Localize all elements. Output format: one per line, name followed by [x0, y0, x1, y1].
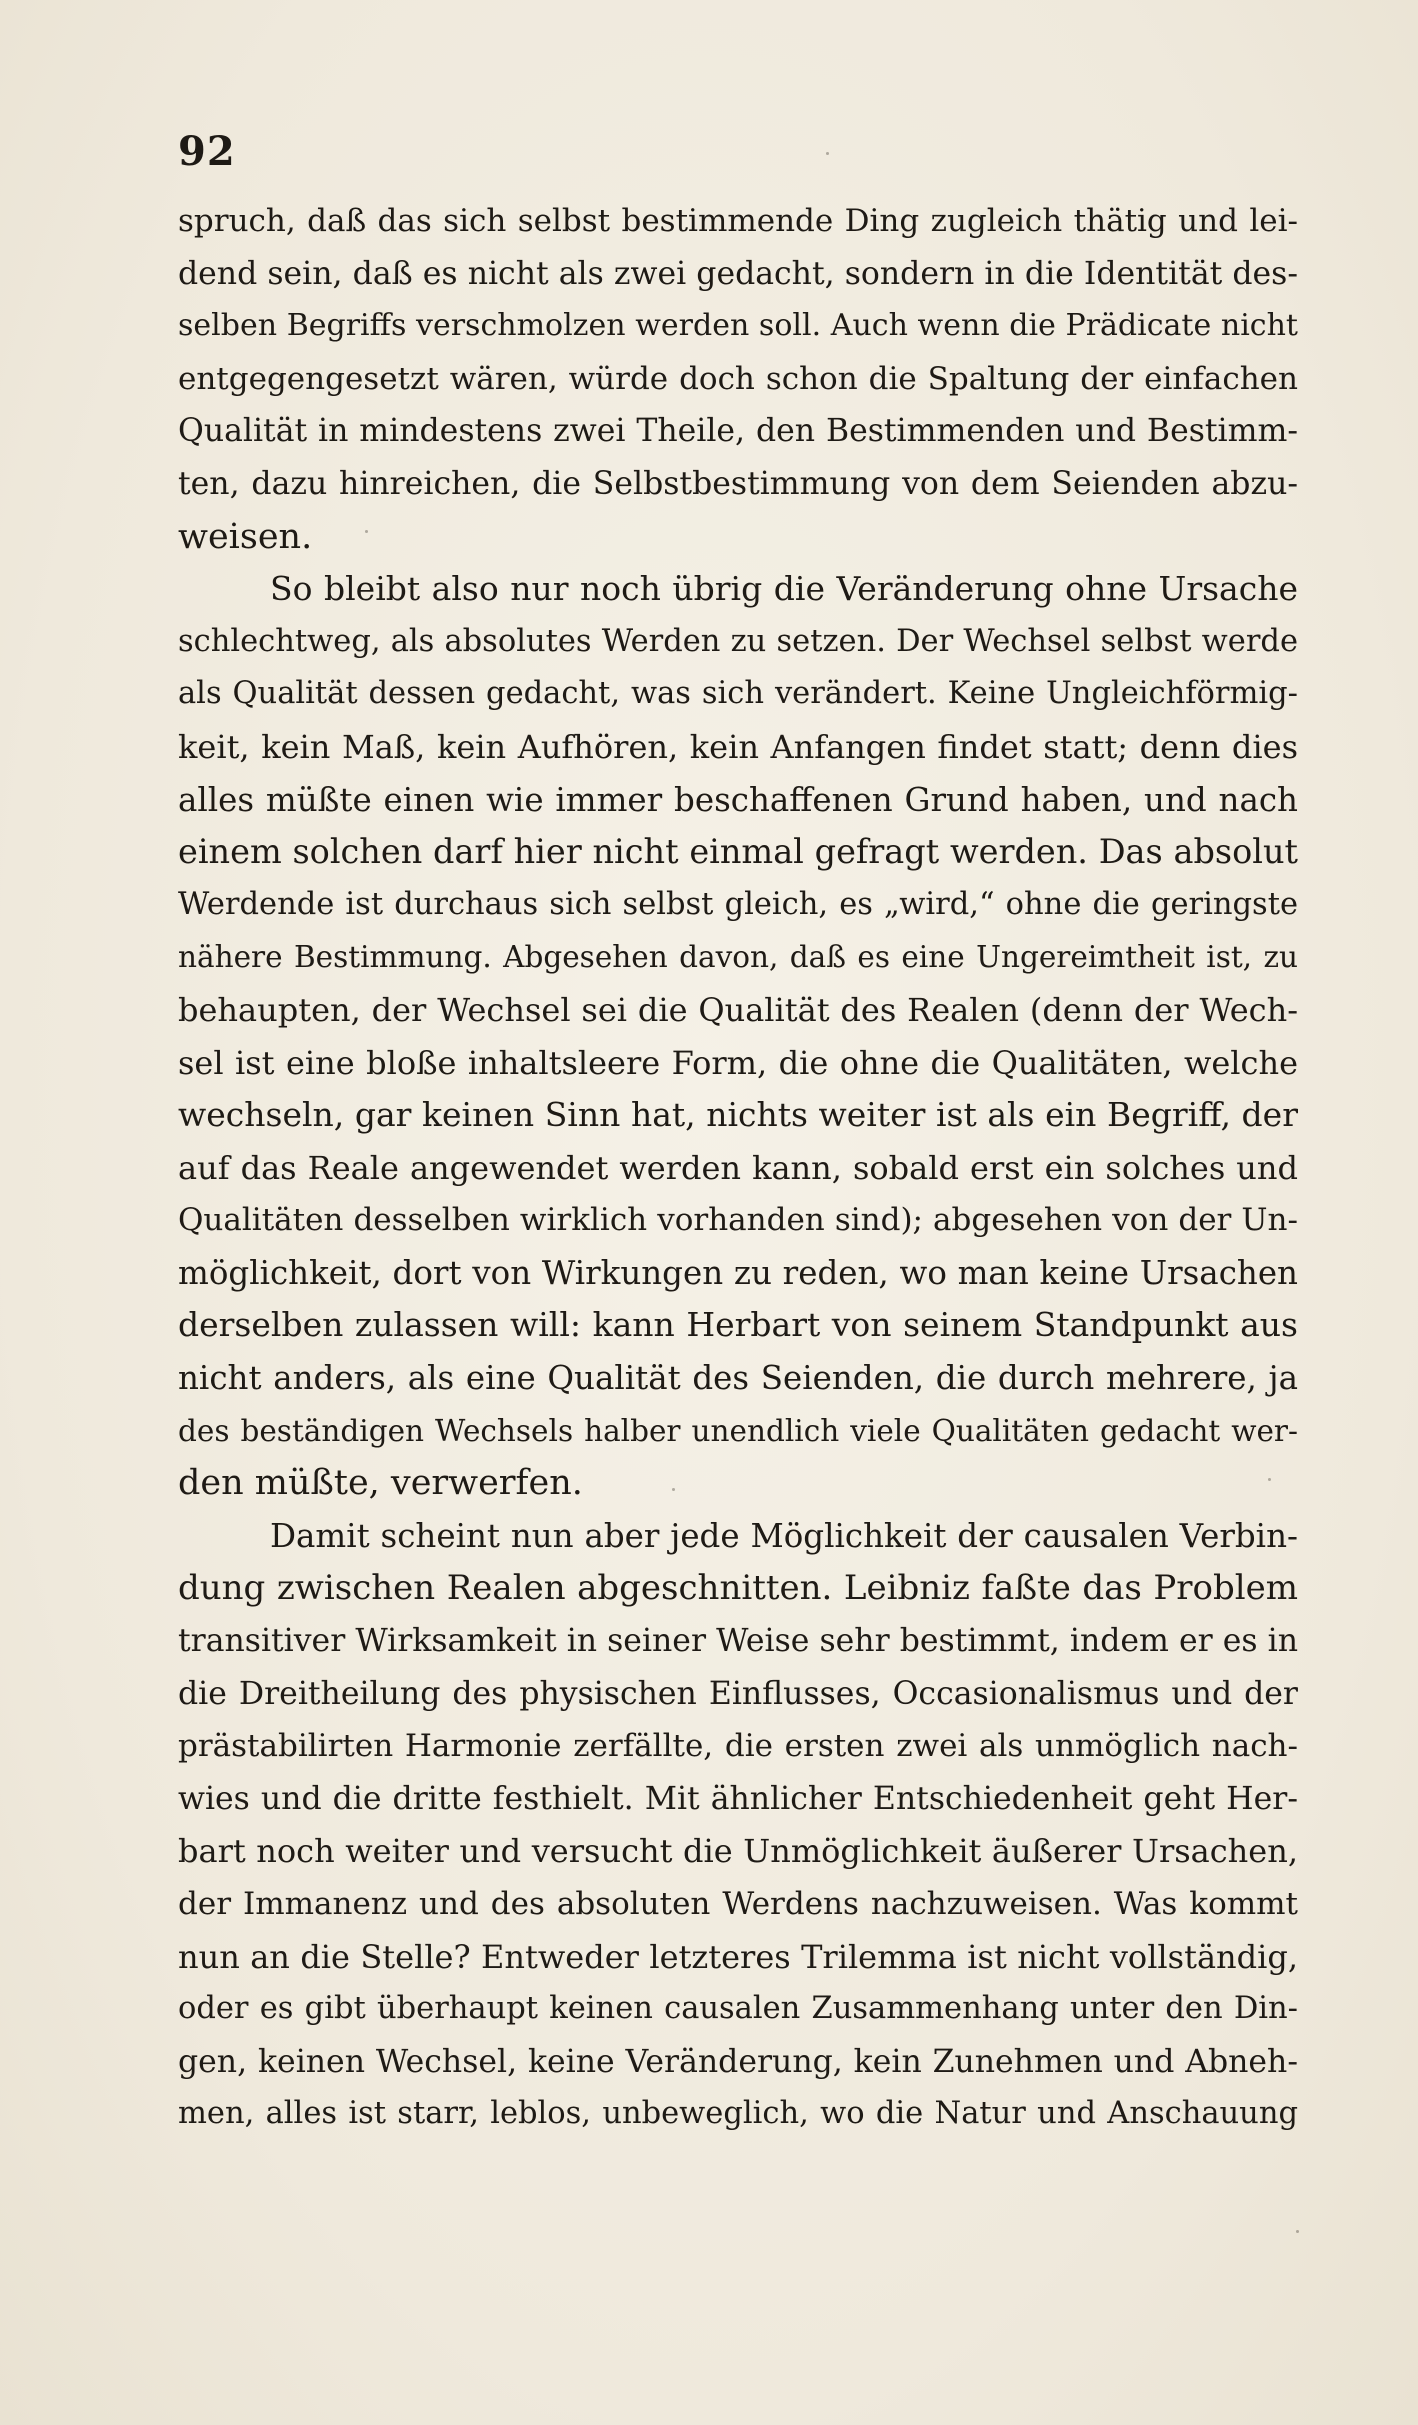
text-line: weisen. [178, 516, 313, 557]
text-line: die Dreitheilung des physischen Einflusses, Occasionalismus und der [178, 1675, 1298, 1712]
paper-speck [1268, 1478, 1271, 1481]
text-line: nähere Bestimmung. Abgesehen davon, daß es eine Ungereimtheit ist, zu [178, 940, 1298, 975]
text-line: derselben zulassen will: kann Herbart von seinem Standpunkt aus [178, 1305, 1298, 1345]
text-line: wies und die dritte festhielt. Mit ähnlicher Entschiedenheit geht Her- [178, 1780, 1298, 1817]
paper-speck [672, 1488, 675, 1491]
text-line: auf das Reale angewendet werden kann, sobald erst ein solches und [178, 1148, 1298, 1187]
text-line: dend sein, daß es nicht als zwei gedacht, sondern in die Identität des- [178, 255, 1298, 292]
text-line: den müßte, verwerfen. [178, 1463, 583, 1504]
text-line: selben Begriffs verschmolzen werden soll. Auch wenn die Prädicate nicht [178, 308, 1298, 344]
text-line: nun an die Stelle? Entweder letzteres Trilemma ist nicht vollständig, [178, 1937, 1298, 1976]
text-line: ten, dazu hinreichen, die Selbstbestimmung von dem Seienden abzu- [178, 465, 1298, 502]
paper-speck [826, 152, 829, 155]
text-line: oder es gibt überhaupt keinen causalen Zusammenhang unter den Din- [178, 1991, 1298, 2027]
page-number: 92 [178, 128, 236, 175]
text-line: als Qualität dessen gedacht, was sich verändert. Keine Ungleichförmig- [178, 676, 1298, 712]
text-line: schlechtweg, als absolutes Werden zu setzen. Der Wechsel selbst werde [178, 623, 1298, 659]
text-line: gen, keinen Wechsel, keine Veränderung, kein Zunehmen und Abneh- [178, 2043, 1298, 2080]
paper-speck [1296, 2230, 1299, 2233]
text-line: So bleibt also nur noch übrig die Veränderung ohne Ursache [270, 569, 1298, 609]
text-line: behaupten, der Wechsel sei die Qualität des Realen (denn der Wech- [178, 990, 1298, 1029]
text-line: spruch, daß das sich selbst bestimmende Ding zugleich thätig und lei- [178, 203, 1298, 239]
text-line: bart noch weiter und versucht die Unmöglichkeit äußerer Ursachen, [178, 1832, 1298, 1871]
text-line: einem solchen darf hier nicht einmal gefragt werden. Das absolut [178, 832, 1298, 872]
text-line: Qualität in mindestens zwei Theile, den Bestimmenden und Bestimm- [178, 413, 1298, 450]
text-line: Werdende ist durchaus sich selbst gleich, es „wird,“ ohne die geringste [178, 886, 1298, 922]
body-text [178, 195, 1298, 2141]
text-line: transitiver Wirksamkeit in seiner Weise sehr bestimmt, indem er es in [178, 1623, 1298, 1660]
text-line: men, alles ist starr, leblos, unbeweglich, wo die Natur und Anschauung [178, 2096, 1298, 2132]
text-line: des beständigen Wechsels halber unendlich viele Qualitäten gedacht wer- [178, 1413, 1298, 1448]
text-line: keit, kein Maß, kein Aufhören, kein Anfangen findet statt; denn dies [178, 727, 1298, 766]
text-line: wechseln, gar keinen Sinn hat, nichts weiter ist als ein Begriff, der [178, 1095, 1298, 1135]
text-line: Qualitäten desselben wirklich vorhanden sind); abgesehen von der Un- [178, 1202, 1298, 1239]
text-line: alles müßte einen wie immer beschaffenen Grund haben, und nach [178, 780, 1298, 819]
text-line: dung zwischen Realen abgeschnitten. Leibniz faßte das Problem [178, 1568, 1298, 1609]
text-line: nicht anders, als eine Qualität des Seienden, die durch mehrere, ja [178, 1359, 1298, 1398]
text-line: entgegengesetzt wären, würde doch schon die Spaltung der einfachen [178, 360, 1298, 397]
text-line: möglichkeit, dort von Wirkungen zu reden, wo man keine Ursachen [178, 1253, 1298, 1292]
paper-speck [365, 530, 368, 533]
text-line: prästabilirten Harmonie zerfällte, die ersten zwei als unmöglich nach- [178, 1728, 1298, 1765]
text-line: der Immanenz und des absoluten Werdens nachzuweisen. Was kommt [178, 1886, 1298, 1922]
text-line: sel ist eine bloße inhaltsleere Form, die ohne die Qualitäten, welche [178, 1043, 1298, 1082]
text-line: Damit scheint nun aber jede Möglichkeit der causalen Verbin- [270, 1516, 1298, 1555]
